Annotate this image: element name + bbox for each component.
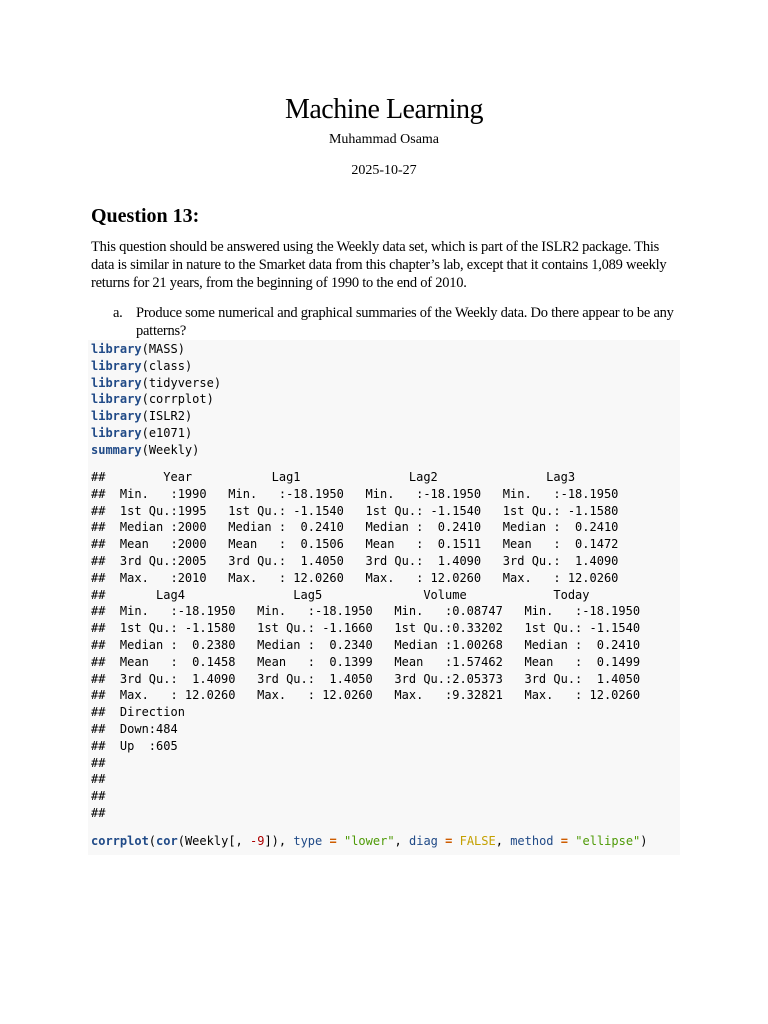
code-line: library(corrplot) — [91, 392, 214, 407]
code-function: library — [91, 342, 142, 356]
output-line: ## Down:484 — [91, 721, 178, 736]
output-line: ## — [91, 755, 106, 770]
output-line: ## Median : 0.2380 Median : 0.2340 Median :1.00268 Median : 0.2410 — [91, 637, 641, 652]
code-function: summary — [91, 442, 142, 457]
output-line: ## Lag4 Lag5 Volume Today — [91, 587, 590, 602]
code-string: "ellipse" — [575, 834, 641, 848]
corrplot-code-line: corrplot(cor(Weekly[, -9]), type = "lower", diag = FALSE, method = "ellipse") — [91, 834, 648, 848]
code-boolean: FALSE — [459, 834, 496, 848]
output-line: ## Mean : 0.1458 Mean : 0.1399 Mean :1.57462 Mean : 0.1499 — [91, 654, 641, 669]
output-line: ## 3rd Qu.: 1.4090 3rd Qu.: 1.4050 3rd Qu.:2.05373 3rd Qu.: 1.4050 — [91, 671, 641, 686]
library-code-block — [91, 341, 221, 459]
code-argument: corrplot — [148, 392, 207, 407]
output-line: ## Min. :-18.1950 Min. :-18.1950 Min. :0.08747 Min. :-18.1950 — [91, 604, 641, 619]
output-line: ## Mean :2000 Mean : 0.1506 Mean : 0.1511 Mean : 0.1472 — [91, 537, 619, 552]
code-function: library — [91, 425, 142, 440]
code-argument-name: type — [293, 834, 323, 848]
code-argument: MASS — [148, 342, 178, 356]
document-date: 2025-10-27 — [351, 163, 417, 178]
output-line: ## Up :605 — [91, 738, 178, 753]
output-line: ## 1st Qu.:1995 1st Qu.: -1.1540 1st Qu.: -1.1540 1st Qu.: -1.1580 — [91, 503, 619, 518]
code-argument: ISLR2 — [148, 409, 185, 424]
code-function: library — [91, 392, 142, 407]
code-argument-name: diag — [409, 834, 438, 848]
code-function: cor — [156, 834, 178, 848]
output-line: ## 3rd Qu.:2005 3rd Qu.: 1.4050 3rd Qu.: 1.4090 3rd Qu.: 1.4090 — [91, 553, 619, 568]
document-author: Muhammad Osama — [328, 132, 440, 147]
output-line: ## Median :2000 Median : 0.2410 Median : 0.2410 Median : 0.2410 — [91, 520, 619, 535]
code-line: library(class) — [91, 358, 193, 373]
code-function: library — [91, 409, 142, 424]
code-argument: e1071 — [148, 425, 185, 440]
code-argument: class — [148, 358, 185, 373]
output-line: ## — [91, 789, 106, 804]
question-intro-paragraph: This question should be answered using the Weekly data set, which is part of the ISLR2 package. This data is similar in nature to the Smarket data from this chapter’s lab, except that it contains 1,089 weekly returns for 21 years, from the beginning of 1990 to the end of 2010. — [91, 239, 667, 291]
code-argument-name: method — [510, 834, 554, 848]
output-line: ## — [91, 772, 106, 787]
code-line: library(MASS) — [91, 342, 185, 356]
code-argument: tidyverse — [148, 375, 214, 390]
document-title: Machine Learning — [284, 94, 484, 125]
question-part-a-text: Produce some numerical and graphical summaries of the Weekly data. Do there appear to be any patterns? — [136, 305, 674, 339]
code-function: corrplot — [91, 834, 149, 848]
code-identifier: Weekly — [184, 834, 229, 848]
code-function: library — [91, 375, 142, 390]
code-string: "lower" — [343, 834, 395, 848]
code-line: library(ISLR2) — [91, 409, 193, 424]
output-line: ## Max. : 12.0260 Max. : 12.0260 Max. :9.32821 Max. : 12.0260 — [91, 688, 641, 703]
code-line: library(e1071) — [91, 425, 193, 440]
output-line: ## Max. :2010 Max. : 12.0260 Max. : 12.0260 Max. : 12.0260 — [91, 570, 619, 585]
output-line: ## Min. :1990 Min. :-18.1950 Min. :-18.1950 Min. :-18.1950 — [91, 486, 619, 501]
output-line: ## — [91, 805, 106, 820]
code-function: library — [91, 358, 142, 373]
question-heading: Question 13: — [91, 205, 200, 227]
summary-output-block — [91, 469, 640, 822]
output-line: ## Direction — [91, 705, 185, 720]
output-line: ## Year Lag1 Lag2 Lag3 — [91, 470, 576, 484]
code-argument: Weekly — [148, 442, 193, 457]
code-number: -9 — [250, 834, 265, 848]
list-marker: a. — [113, 305, 123, 321]
question-part-a — [91, 304, 681, 340]
code-line: summary(Weekly) — [91, 442, 200, 457]
code-line: library(tidyverse) — [91, 375, 222, 390]
output-line: ## 1st Qu.: -1.1580 1st Qu.: -1.1660 1st Qu.:0.33202 1st Qu.: -1.1540 — [91, 621, 641, 636]
